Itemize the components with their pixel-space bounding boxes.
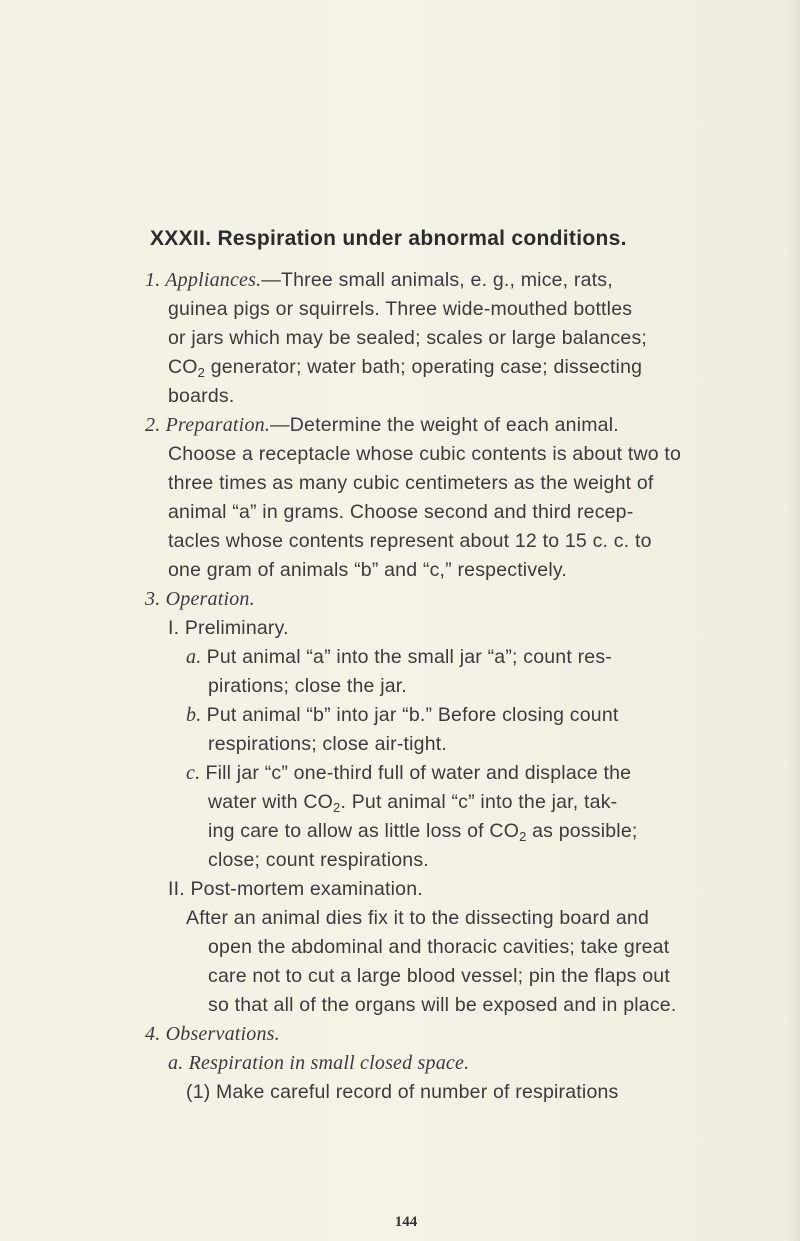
text-span: generator; water bath; operating case; dissecting xyxy=(205,356,643,378)
italic-text: Preparation. xyxy=(165,414,271,436)
italic-text: a. xyxy=(186,646,207,668)
italic-text: b. xyxy=(186,704,207,726)
italic-text: Appliances. xyxy=(165,269,262,291)
text-line xyxy=(0,962,800,991)
text-line xyxy=(0,1078,800,1107)
text-line xyxy=(0,469,800,498)
text-line xyxy=(0,701,800,730)
text-span: so that all of the organs will be exposed and in place. xyxy=(208,994,677,1016)
text-line xyxy=(0,440,800,469)
text-span: guinea pigs or squirrels. Three wide-mouthed bottles xyxy=(168,298,633,320)
text-line xyxy=(0,991,800,1020)
text-span: (1) Make careful record of number of respirations xyxy=(186,1081,619,1103)
text-span: as possible; xyxy=(526,820,638,842)
text-line xyxy=(0,846,800,875)
text-line xyxy=(0,498,800,527)
text-line xyxy=(0,527,800,556)
text-span: water with CO xyxy=(208,791,334,813)
text-span: —Determine the weight of each animal. xyxy=(270,414,619,436)
text-span: care not to cut a large blood vessel; pin the flaps out xyxy=(208,965,670,987)
subscript: 2 xyxy=(333,800,341,815)
text-span: Choose a receptacle whose cubic contents is about two to xyxy=(168,443,682,465)
text-span: animal “a” in grams. Choose second and third recep- xyxy=(168,501,634,523)
text-line xyxy=(0,382,800,411)
italic-text: Observations. xyxy=(165,1023,280,1045)
text-span: tacles whose contents represent about 12 to 15 c. c. to xyxy=(168,530,652,552)
text-span: close; count respirations. xyxy=(208,849,429,871)
italic-text: 2. xyxy=(145,414,166,436)
text-line xyxy=(0,759,800,788)
italic-text: 4. xyxy=(145,1023,166,1045)
text-span: After an animal dies fix it to the dissecting board and xyxy=(186,907,650,929)
text-span: one gram of animals “b” and “c,” respectively. xyxy=(168,559,567,581)
italic-text: 1. xyxy=(145,269,166,291)
italic-text: Respiration in small closed space. xyxy=(188,1052,470,1074)
page-number: 144 xyxy=(394,1214,418,1230)
text-line xyxy=(0,585,800,614)
text-line xyxy=(0,730,800,759)
subscript: 2 xyxy=(519,829,527,844)
chapter-title: XXXII. Respiration under abnormal conditions. xyxy=(150,227,627,250)
subscript: 2 xyxy=(197,365,206,380)
italic-text: c. xyxy=(186,762,206,784)
text-span: . Put animal “c” into the jar, tak- xyxy=(340,791,618,813)
text-span: Fill jar “c” one-third full of water and displace the xyxy=(205,762,632,784)
text-span: CO xyxy=(168,356,198,378)
text-line xyxy=(0,672,800,701)
text-line xyxy=(0,1049,800,1078)
text-line xyxy=(0,875,800,904)
text-line xyxy=(0,1020,800,1049)
text-line xyxy=(0,556,800,585)
text-line xyxy=(0,353,800,382)
text-line xyxy=(0,788,800,817)
text-span: or jars which may be sealed; scales or large balances; xyxy=(168,327,648,349)
text-span: open the abdominal and thoracic cavities; take great xyxy=(208,936,670,958)
text-span: Put animal “a” into the small jar “a”; count res- xyxy=(206,646,612,668)
text-span: boards. xyxy=(168,385,235,407)
page-edge-shadow xyxy=(788,0,800,1241)
text-line xyxy=(0,643,800,672)
text-span: Put animal “b” into jar “b.” Before closing count xyxy=(206,704,619,726)
text-span: II. Post-mortem examination. xyxy=(168,878,423,900)
text-span: I. Preliminary. xyxy=(168,617,289,639)
italic-text: Operation. xyxy=(165,588,255,610)
text-line xyxy=(0,324,800,353)
text-line xyxy=(0,295,800,324)
text-span: respirations; close air-tight. xyxy=(208,733,448,755)
text-span: ing care to allow as little loss of CO xyxy=(208,820,520,842)
text-line xyxy=(0,266,800,295)
italic-text: a. xyxy=(168,1052,189,1074)
text-span: —Three small animals, e. g., mice, rats, xyxy=(261,269,613,291)
text-span: three times as many cubic centimeters as the weight of xyxy=(168,472,654,494)
text-line xyxy=(0,904,800,933)
text-span: pirations; close the jar. xyxy=(208,675,408,697)
text-line xyxy=(0,933,800,962)
text-line xyxy=(0,614,800,643)
italic-text: 3. xyxy=(145,588,166,610)
text-line xyxy=(0,411,800,440)
text-line xyxy=(0,817,800,846)
chapter-body xyxy=(0,266,800,1107)
